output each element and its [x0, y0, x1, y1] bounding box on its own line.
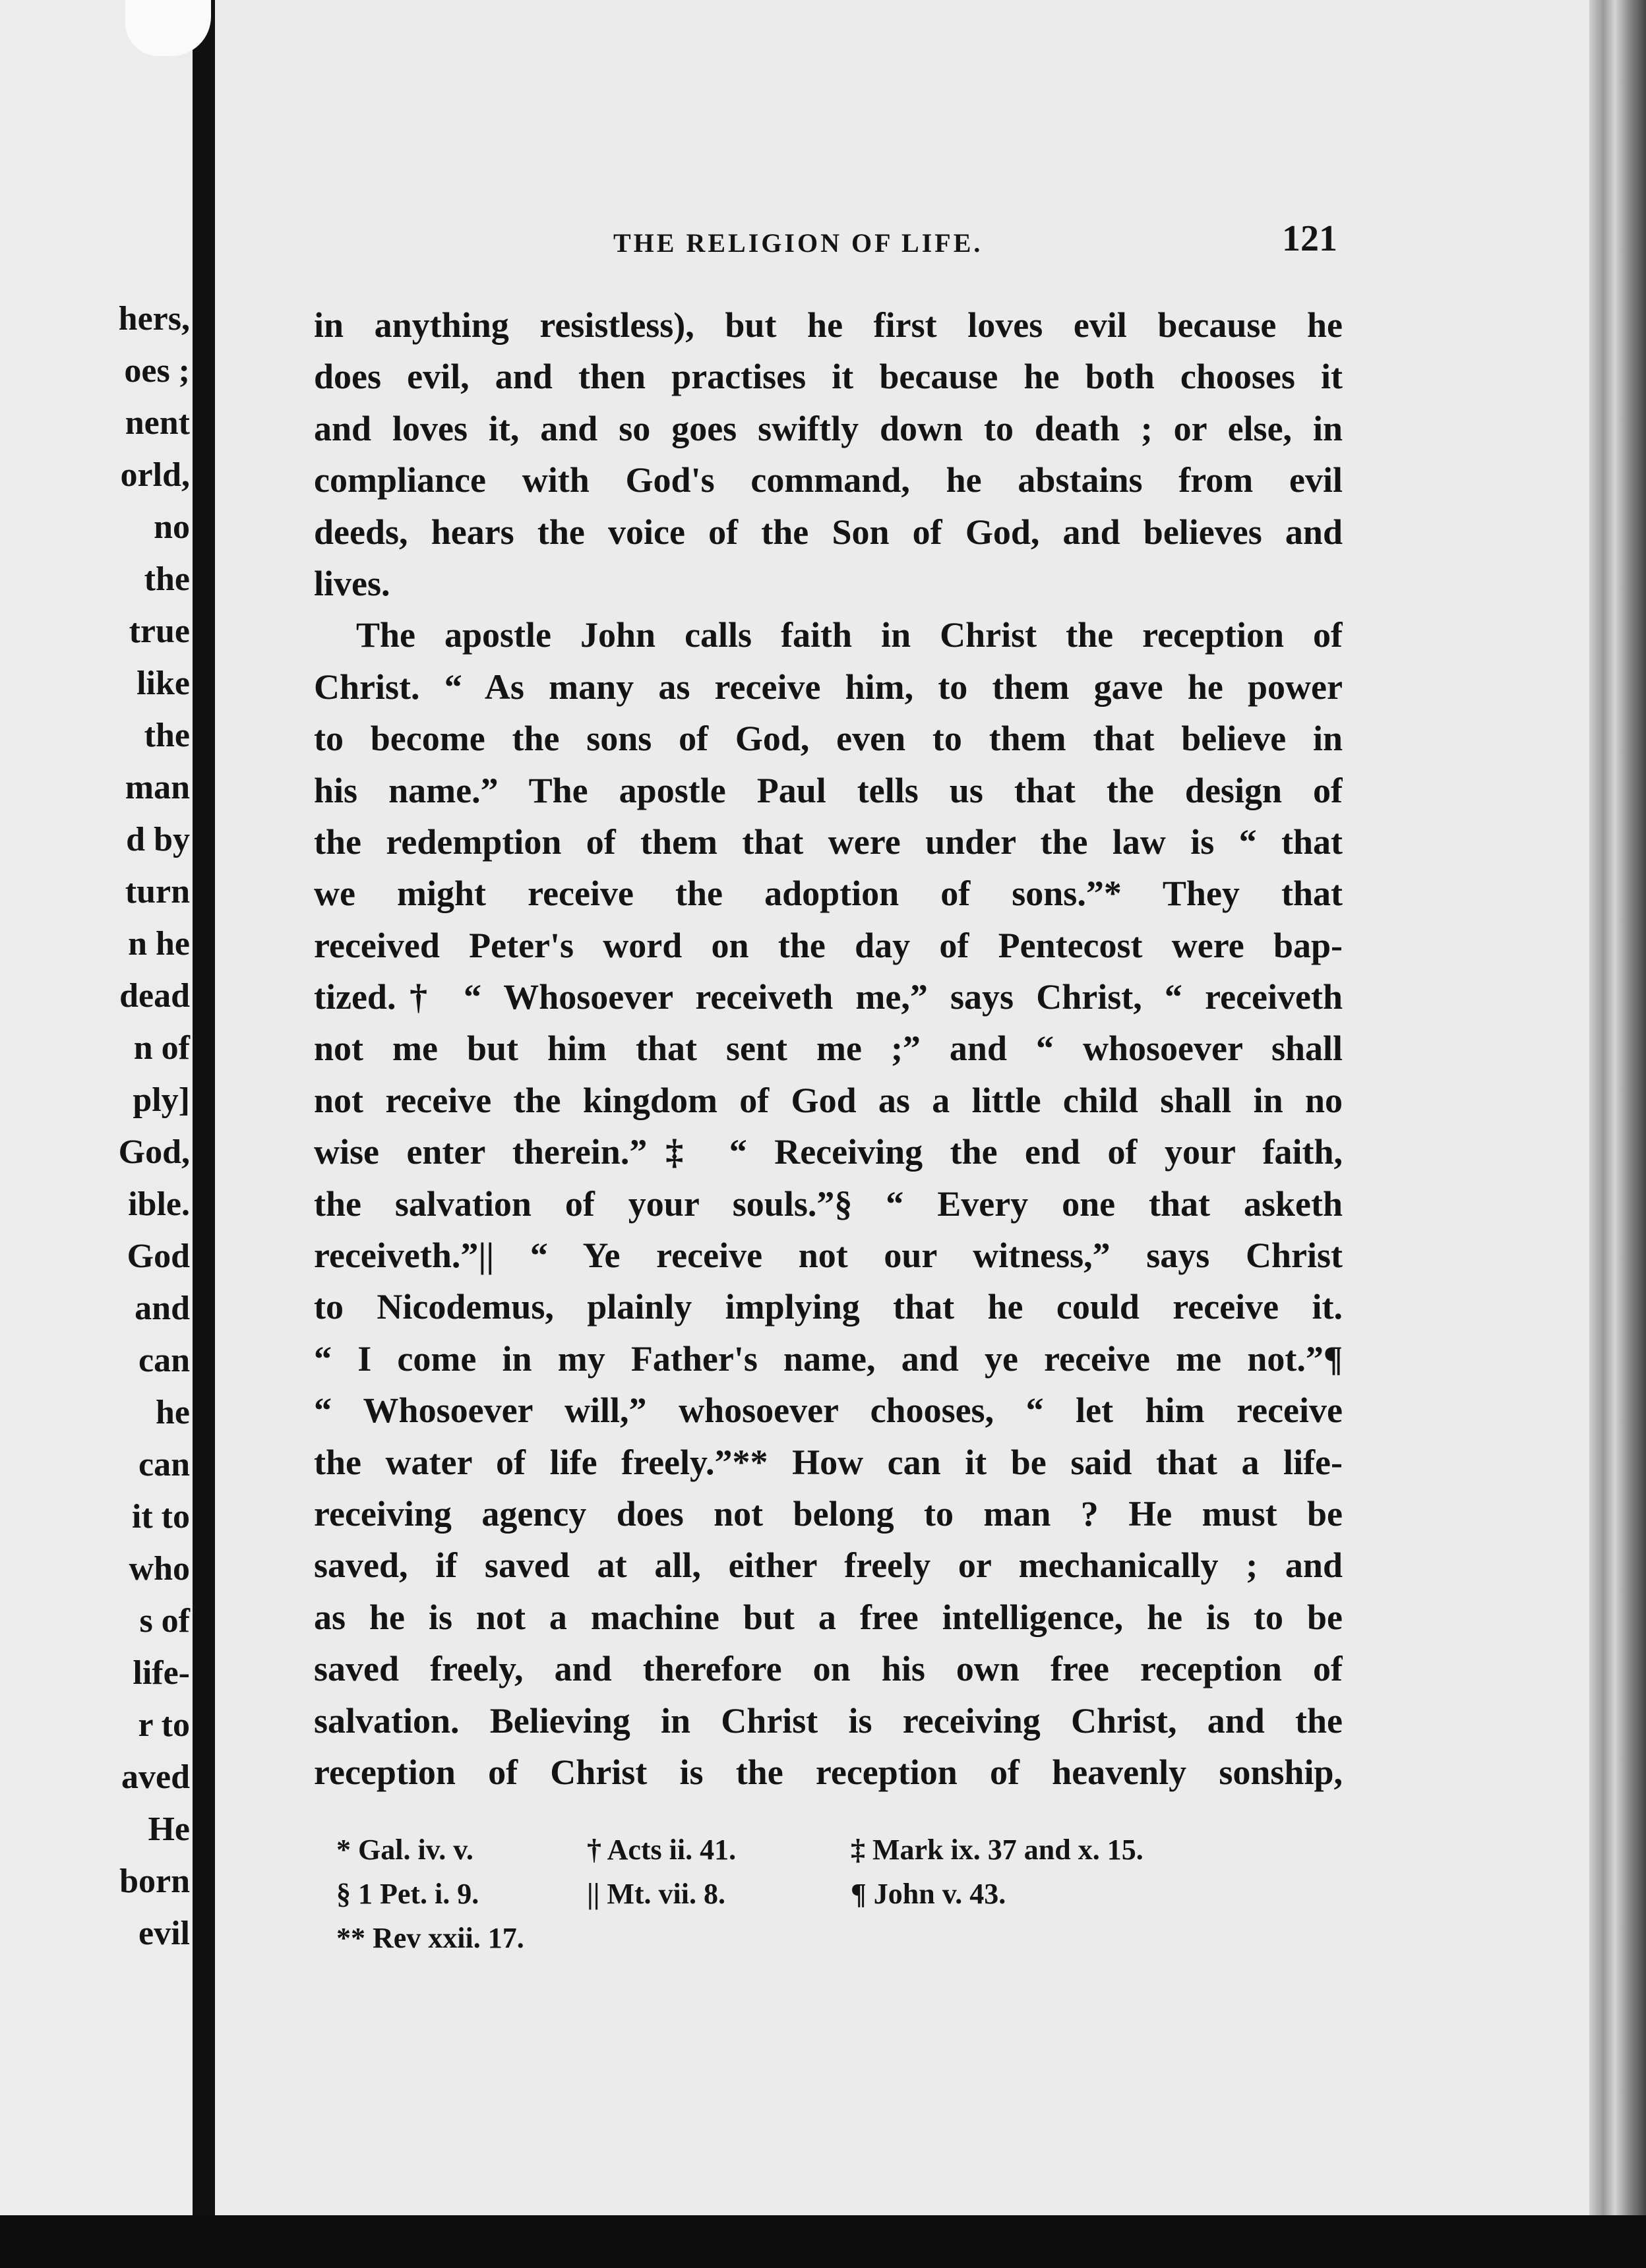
- left-page-fragment: ply]: [133, 1081, 190, 1119]
- left-page-fragment: s of: [139, 1602, 190, 1640]
- footnote: † Acts ii. 41.: [587, 1834, 737, 1866]
- text-line: “ Whosoever will,” whosoever chooses, “ let him receive: [314, 1390, 1343, 1431]
- left-page-fragment: he: [156, 1394, 190, 1431]
- paragraph-first-line: The apostle John calls faith in Christ the reception of: [356, 615, 1343, 655]
- text-line: wise enter therein.”‡ “ Receiving the end of your faith,: [314, 1132, 1343, 1172]
- body-text: [314, 299, 1343, 1798]
- left-page-fragment: nent: [125, 404, 190, 442]
- previous-page-edge: [0, 0, 193, 2268]
- footnotes: [336, 1828, 1143, 1960]
- text-line: deeds, hears the voice of the Son of God, and believes and: [314, 512, 1343, 552]
- footnote: ‡ Mark ix. 37 and x. 15.: [851, 1834, 1143, 1866]
- left-page-fragment: r to: [138, 1706, 190, 1744]
- text-line: receiveth.”|| “ Ye receive not our witness,” says Christ: [314, 1236, 1343, 1276]
- text-line: salvation. Believing in Christ is receiving Christ, and the: [314, 1700, 1343, 1741]
- left-page-fragment: n he: [128, 925, 190, 963]
- left-page-fragment: turn: [125, 873, 190, 910]
- left-page-fragment: it to: [131, 1498, 190, 1536]
- footnote: || Mt. vii. 8.: [587, 1878, 726, 1910]
- text-line: in anything resistless), but he first loves evil because he: [314, 305, 1343, 345]
- text-line: we might receive the adoption of sons.”* They that: [314, 874, 1343, 914]
- text-line: reception of Christ is the reception of heavenly sonship,: [314, 1752, 1343, 1792]
- footnote-row: [336, 1872, 1143, 1916]
- text-line: as he is not a machine but a free intelligence, he is to be: [314, 1597, 1343, 1637]
- footnote-row: [336, 1828, 1143, 1872]
- left-page-fragment: ible.: [128, 1185, 190, 1223]
- footnote-row: [336, 1916, 1143, 1960]
- left-page-fragment: n of: [133, 1029, 190, 1067]
- text-line: to Nicodemus, plainly implying that he could receive it.: [314, 1287, 1343, 1327]
- text-line: lives.: [314, 563, 390, 603]
- left-page-fragment: true: [129, 612, 190, 650]
- running-head: THE RELIGION OF LIFE.: [613, 228, 983, 258]
- left-page-fragment: who: [129, 1550, 190, 1588]
- left-page-fragment: no: [154, 508, 190, 546]
- left-page-fragment: orld,: [120, 456, 190, 494]
- text-line: not me but him that sent me ;” and “ whosoever shall: [314, 1029, 1343, 1069]
- left-page-fragment: evil: [138, 1915, 190, 1952]
- text-line: saved, if saved at all, either freely or mechanically ; and: [314, 1545, 1343, 1586]
- text-line: does evil, and then practises it because he both chooses it: [314, 357, 1343, 397]
- footnote: ** Rev xxii. 17.: [336, 1922, 524, 1954]
- left-page-fragment: and: [135, 1290, 190, 1327]
- footnote: * Gal. iv. v.: [336, 1834, 473, 1866]
- left-page-fragment: can: [138, 1342, 190, 1379]
- left-page-fragment: born: [119, 1863, 190, 1900]
- left-page-fragment: man: [125, 769, 190, 806]
- text-line: received Peter's word on the day of Pentecost were bap-: [314, 925, 1343, 965]
- left-page-fragment: oes ;: [124, 352, 190, 390]
- scan-background: [0, 2215, 1646, 2268]
- left-page-fragment: the: [144, 560, 190, 598]
- text-line: the water of life freely.”** How can it be said that a life-: [314, 1442, 1343, 1482]
- footnote: § 1 Pet. i. 9.: [336, 1878, 479, 1910]
- book-gutter: [193, 0, 215, 2268]
- left-page-fragment: dead: [119, 977, 190, 1015]
- text-line: Christ. “ As many as receive him, to them gave he power: [314, 667, 1343, 707]
- text-line: to become the sons of God, even to them that believe in: [314, 719, 1343, 759]
- footnote: ¶ John v. 43.: [851, 1878, 1006, 1910]
- text-line: saved freely, and therefore on his own free reception of: [314, 1649, 1343, 1689]
- left-page-fragment: life-: [133, 1654, 190, 1692]
- page-number: 121: [1282, 218, 1337, 259]
- text-line: his name.” The apostle Paul tells us that the design of: [314, 770, 1343, 810]
- left-page-fragment: God: [127, 1238, 190, 1275]
- text-line: the redemption of them that were under the law is “ that: [314, 821, 1343, 862]
- text-line: not receive the kingdom of God as a little child shall in no: [314, 1080, 1343, 1120]
- left-page-fragment: hers,: [118, 300, 190, 338]
- text-line: compliance with God's command, he abstains from evil: [314, 460, 1343, 500]
- left-page-fragment: God,: [118, 1133, 190, 1171]
- left-page-fragment: d by: [126, 821, 190, 858]
- left-page-fragment: like: [137, 665, 190, 702]
- text-line: tized.† “ Whosoever receiveth me,” says Christ, “ receiveth: [314, 977, 1343, 1017]
- left-page-fragment: can: [138, 1446, 190, 1483]
- page-stack-edge: [1589, 0, 1646, 2268]
- left-page-fragment: aved: [121, 1758, 190, 1796]
- text-line: the salvation of your souls.”§ “ Every one that asketh: [314, 1183, 1343, 1224]
- left-page-fragment: He: [148, 1810, 190, 1848]
- left-page-fragment: the: [144, 717, 190, 754]
- text-line: and loves it, and so goes swiftly down to death ; or else, in: [314, 408, 1343, 448]
- text-line: receiving agency does not belong to man ? He must be: [314, 1493, 1343, 1534]
- text-line: “ I come in my Father's name, and ye receive me not.”¶: [314, 1338, 1343, 1379]
